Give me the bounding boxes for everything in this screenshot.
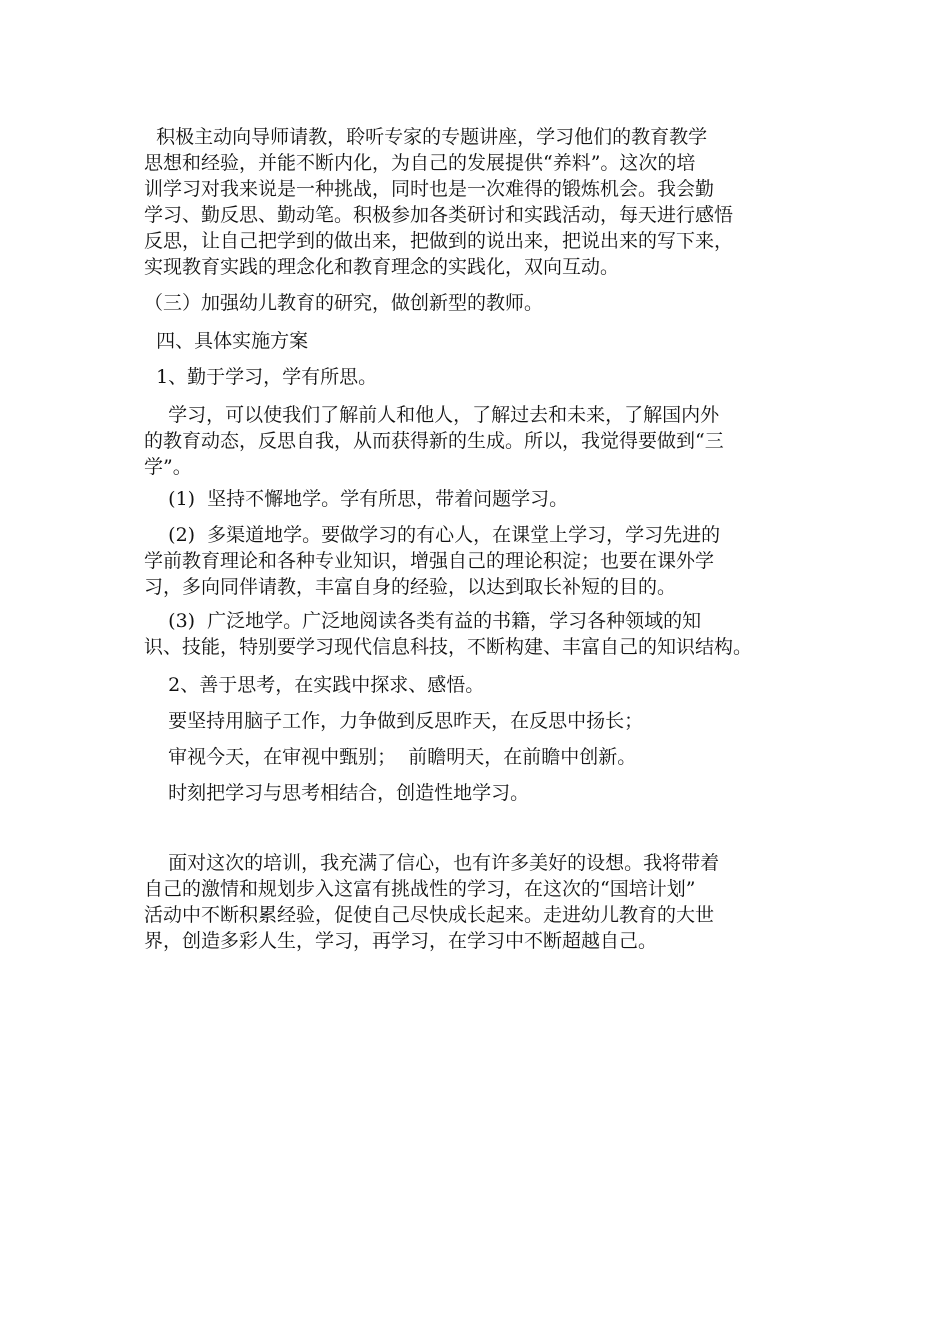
paragraph-learning-intro: 学习，可以使我们了解前人和他人，了解过去和未来，了解国内外 的教育动态，反思自我，从而获得新的生成。所以，我觉得要做到“三 学”。 — [144, 404, 724, 478]
line-reflect-yesterday: 要坚持用脑子工作，力争做到反思昨天，在反思中扬长； — [144, 710, 644, 732]
list-item-broad: (3) 广泛地学。广泛地阅读各类有益的书籍，学习各种领域的知 识、技能，特别要学习现代信息科技，不断构建、丰富自己的知识结构。 — [144, 610, 753, 658]
list-item-multichannel: (2) 多渠道地学。要做学习的有心人，在课堂上学习，学习先进的 学前教育理论和各种专业知识，增强自己的理论积淀；也要在课外学 习，多向同伴请教，丰富自身的经验，以达到取长补短的目的。 — [144, 524, 721, 598]
paragraph-mentor-guidance: 积极主动向导师请教，聆听专家的专题讲座，学习他们的教育教学 思想和经验，并能不断内化，为自己的发展提供“养料”。这次的培 训学习对我来说是一种挑战，同时也是一次难得的锻炼机会。我会勤 学习、勤反思、勤动笔。积极参加各类研讨和实践活动，每天进行感悟 反思，让自己把学到的做出来，把做到的说出来，把说出来的写下来， 实现教育实践的理念化和教育理念的实践化，双向互动。 — [144, 126, 734, 278]
paragraph-conclusion: 面对这次的培训，我充满了信心，也有许多美好的设想。我将带着 自己的激情和规划步入这富有挑战性的学习，在这次的“国培计划” 活动中不断积累经验，促使自己尽快成长起来。走进幼儿教育的大世 界，创造多彩人生，学习，再学习，在学习中不断超越自己。 — [144, 852, 720, 952]
line-review-today: 审视今天，在审视中甄别； 前瞻明天，在前瞻中创新。 — [144, 746, 637, 768]
heading-section-four: 四、具体实施方案 — [144, 330, 309, 352]
heading-section-three: （三）加强幼儿教育的研究，做创新型的教师。 — [144, 292, 544, 314]
list-item-persist: (1) 坚持不懈地学。学有所思，带着问题学习。 — [144, 488, 569, 510]
heading-item-two: 2、善于思考，在实践中探求、感悟。 — [144, 674, 485, 696]
line-combine-learning: 时刻把学习与思考相结合，创造性地学习。 — [144, 782, 530, 804]
heading-item-one: 1、勤于学习，学有所思。 — [144, 366, 378, 388]
